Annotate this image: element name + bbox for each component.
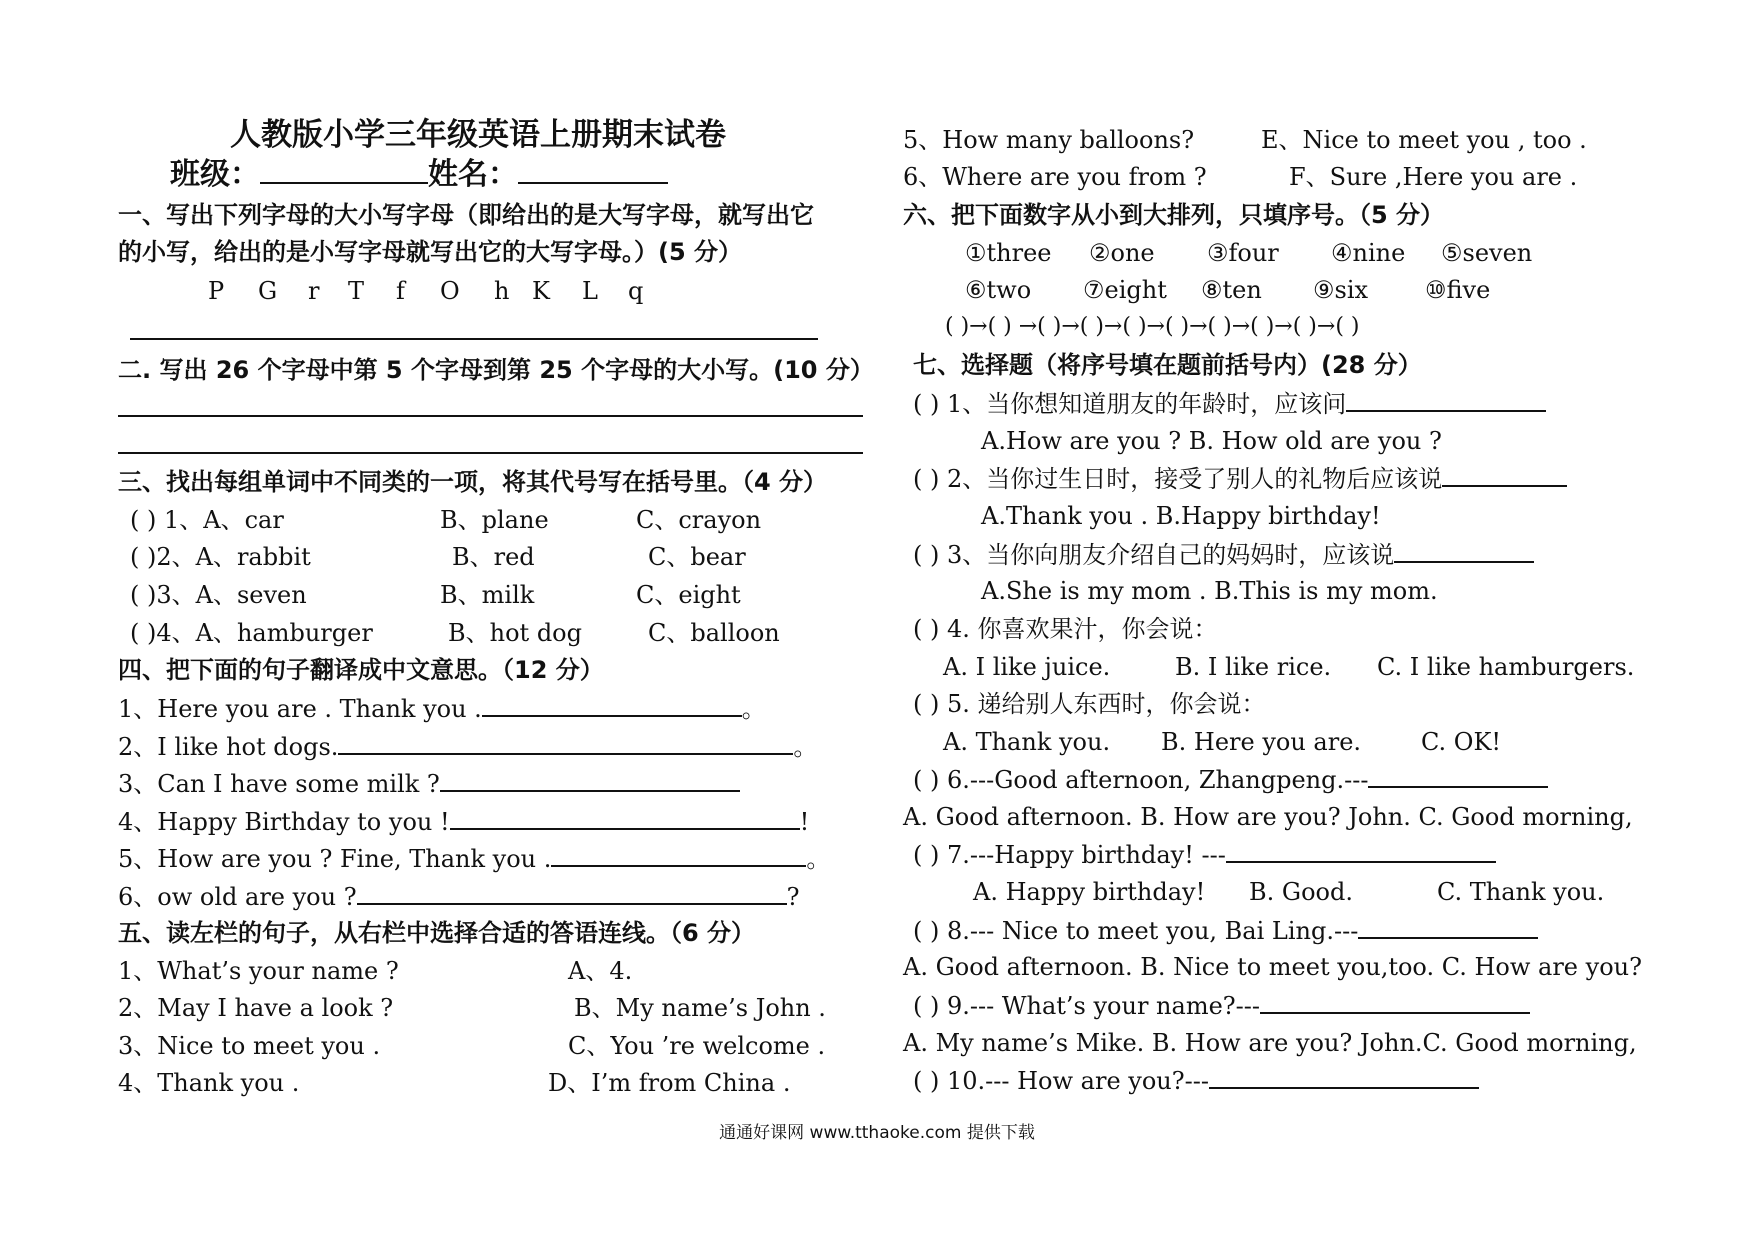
letter: r xyxy=(308,277,320,305)
s4-item xyxy=(118,841,830,876)
section-2-heading: 二. 写出 26 个字母中第 5 个字母到第 25 个字母的大小写。(10 分） xyxy=(118,356,874,384)
s7-q4-b: B. I like rice. xyxy=(1175,653,1332,681)
letter: O xyxy=(440,277,460,305)
s7-q4: ( ) 4. 你喜欢果汁，你会说： xyxy=(913,615,1218,643)
s3-q2-b: B、red xyxy=(452,543,535,571)
s7-q8-options: A. Good afternoon. B. Nice to meet you,too. C. How are you? xyxy=(903,953,1642,981)
s4-q1-blank[interactable] xyxy=(482,691,742,717)
class-name-row xyxy=(170,158,668,192)
s7-q5-c: C. OK! xyxy=(1421,728,1502,756)
s3-q1-c: C、crayon xyxy=(636,506,762,534)
s3-q2-a: ( )2、A、rabbit xyxy=(130,543,311,571)
number-word: ②one xyxy=(1089,239,1155,267)
section-1-heading-a: 一、写出下列字母的大小写字母（即给出的是大写字母，就写出它 xyxy=(118,201,814,229)
s4-item xyxy=(118,879,799,914)
number-word: ⑩five xyxy=(1425,276,1491,304)
s3-q3-c: C、eight xyxy=(636,581,741,609)
s4-q6-blank[interactable] xyxy=(357,879,787,905)
footer-credit: 通通好课网 www.tthaoke.com 提供下载 xyxy=(719,1123,1035,1143)
s7-q7-text: ( ) 7.---Happy birthday! --- xyxy=(913,841,1226,869)
s7-q7-c: C. Thank you. xyxy=(1437,878,1605,906)
s7-q4-a: A. I like juice. xyxy=(943,653,1111,681)
s7-q5: ( ) 5. 递给别人东西时，你会说： xyxy=(913,690,1266,718)
s4-q2-blank[interactable] xyxy=(338,729,793,755)
s4-q4: 4、Happy Birthday to you ! xyxy=(118,808,450,836)
s4-q6-end: ? xyxy=(786,883,800,911)
section-7-heading: 七、选择题（将序号填在题前括号内）(28 分） xyxy=(913,351,1422,379)
answer-line[interactable] xyxy=(130,338,818,340)
s7-q6-blank[interactable] xyxy=(1368,762,1548,788)
s5-right-b[interactable]: B、My name’s John . xyxy=(574,994,826,1022)
letter: f xyxy=(396,277,405,305)
s5-right-d[interactable]: D、I’m from China . xyxy=(548,1069,791,1097)
s7-q1-text: ( ) 1、当你想知道朋友的年龄时，应该问 xyxy=(913,390,1347,418)
s3-q1-a: ( ) 1、A、car xyxy=(130,506,284,534)
s7-q9 xyxy=(913,988,1530,1023)
s3-q4-a: ( )4、A、hamburger xyxy=(130,619,373,647)
s7-q6 xyxy=(913,762,1548,797)
s7-q8 xyxy=(913,913,1538,948)
class-blank[interactable] xyxy=(260,158,428,184)
number-word: ③four xyxy=(1207,239,1279,267)
s3-q4-b: B、hot dog xyxy=(448,619,582,647)
s7-q9-blank[interactable] xyxy=(1260,988,1530,1014)
page-title: 人教版小学三年级英语上册期末试卷 xyxy=(230,117,726,153)
s7-q1-blank[interactable] xyxy=(1346,386,1546,412)
section-6-heading: 六、把下面数字从小到大排列，只填序号。（5 分） xyxy=(903,201,1445,229)
s5-left-3[interactable]: 3、Nice to meet you . xyxy=(118,1032,381,1060)
s7-q6-options: A. Good afternoon. B. How are you? John. C. Good morning, xyxy=(903,803,1633,831)
s7-q8-text: ( ) 8.--- Nice to meet you, Bai Ling.--- xyxy=(913,917,1359,945)
s4-item xyxy=(118,729,817,764)
s7-q3-blank[interactable] xyxy=(1394,537,1534,563)
s7-q3-text: ( ) 3、当你向朋友介绍自己的妈妈时，应该说 xyxy=(913,541,1395,569)
section-5-heading: 五、读左栏的句子，从右栏中选择合适的答语连线。（6 分） xyxy=(118,919,756,947)
letter: T xyxy=(348,277,365,305)
s4-q5-blank[interactable] xyxy=(551,841,806,867)
s7-q3-options: A.She is my mom . B.This is my mom. xyxy=(981,577,1438,605)
s4-item xyxy=(118,691,766,726)
s3-q1-b: B、plane xyxy=(440,506,549,534)
s4-q5-end: 。 xyxy=(806,845,831,873)
s7-q4-c: C. I like hamburgers. xyxy=(1377,653,1635,681)
s7-q2-options: A.Thank you . B.Happy birthday! xyxy=(981,502,1381,530)
s4-q3: 3、Can I have some milk ? xyxy=(118,770,440,798)
number-word: ⑥two xyxy=(965,276,1032,304)
answer-line[interactable] xyxy=(118,452,863,454)
s5-right-f[interactable]: F、Sure ,Here you are . xyxy=(1289,163,1578,191)
number-word: ⑦eight xyxy=(1083,276,1167,304)
name-blank[interactable] xyxy=(518,158,668,184)
name-label: 姓名： xyxy=(428,157,518,192)
s4-q1: 1、Here you are . Thank you . xyxy=(118,695,482,723)
s7-q7 xyxy=(913,837,1496,872)
s3-q3-b: B、milk xyxy=(440,581,535,609)
number-word: ①three xyxy=(965,239,1052,267)
s4-item xyxy=(118,766,740,801)
s4-q1-end: 。 xyxy=(741,695,766,723)
s5-right-a[interactable]: A、4. xyxy=(568,957,633,985)
s5-left-6[interactable]: 6、Where are you from ? xyxy=(903,163,1207,191)
s3-q2-c: C、bear xyxy=(648,543,746,571)
number-word: ⑨six xyxy=(1313,276,1369,304)
s5-right-c[interactable]: C、You ’re welcome . xyxy=(568,1032,826,1060)
s7-q9-text: ( ) 9.--- What’s your name?--- xyxy=(913,992,1260,1020)
letter: q xyxy=(628,277,644,305)
s4-q2: 2、I like hot dogs. xyxy=(118,733,339,761)
letter: L xyxy=(582,277,598,305)
s7-q3 xyxy=(913,537,1534,572)
s7-q2-blank[interactable] xyxy=(1442,461,1567,487)
s5-left-4[interactable]: 4、Thank you . xyxy=(118,1069,300,1097)
s7-q8-blank[interactable] xyxy=(1358,913,1538,939)
s3-q3-a: ( )3、A、seven xyxy=(130,581,307,609)
s4-q2-end: 。 xyxy=(793,733,818,761)
s7-q9-options: A. My name’s Mike. B. How are you? John.C. Good morning, xyxy=(903,1029,1637,1057)
s7-q10-blank[interactable] xyxy=(1209,1063,1479,1089)
s7-q2 xyxy=(913,461,1567,496)
s5-left-2[interactable]: 2、May I have a look ? xyxy=(118,994,394,1022)
s7-q2-text: ( ) 2、当你过生日时，接受了别人的礼物后应该说 xyxy=(913,465,1443,493)
s7-q1 xyxy=(913,386,1546,421)
s7-q7-blank[interactable] xyxy=(1226,837,1496,863)
section-4-heading: 四、把下面的句子翻译成中文意思。（12 分） xyxy=(118,656,604,684)
s4-q3-blank[interactable] xyxy=(440,766,740,792)
s3-q4-c: C、balloon xyxy=(648,619,780,647)
s5-right-e[interactable]: E、Nice to meet you , too . xyxy=(1261,126,1587,154)
s4-q5: 5、How are you ? Fine, Thank you . xyxy=(118,845,552,873)
section-1-heading-b: 的小写，给出的是小写字母就写出它的大写字母。）(5 分） xyxy=(118,238,743,266)
s7-q7-b: B. Good. xyxy=(1249,878,1353,906)
letter: K xyxy=(532,277,550,305)
s5-left-1[interactable]: 1、What’s your name ? xyxy=(118,957,399,985)
s4-q4-end: ! xyxy=(799,808,810,836)
number-word: ④nine xyxy=(1331,239,1406,267)
s4-q6: 6、ow old are you ? xyxy=(118,883,357,911)
class-label: 班级： xyxy=(170,157,260,192)
s4-item xyxy=(118,804,809,839)
letter: h xyxy=(494,277,510,305)
s7-q1-options: A.How are you ? B. How old are you ? xyxy=(981,427,1442,455)
number-word: ⑧ten xyxy=(1201,276,1262,304)
s7-q7-a: A. Happy birthday! xyxy=(973,878,1206,906)
s7-q6-text: ( ) 6.---Good afternoon, Zhangpeng.--- xyxy=(913,766,1369,794)
answer-line[interactable] xyxy=(118,415,863,417)
s6-order-row[interactable]: ( )→( ) →( )→( )→( )→( )→( )→( )→( )→( ) xyxy=(945,314,1360,339)
number-word: ⑤seven xyxy=(1441,239,1533,267)
s7-q5-a: A. Thank you. xyxy=(943,728,1111,756)
s4-q4-blank[interactable] xyxy=(450,804,800,830)
s5-left-5[interactable]: 5、How many balloons? xyxy=(903,126,1195,154)
section-3-heading: 三、找出每组单词中不同类的一项，将其代号写在括号里。（4 分） xyxy=(118,468,828,496)
s7-q10-text: ( ) 10.--- How are you?--- xyxy=(913,1067,1209,1095)
s7-q5-b: B. Here you are. xyxy=(1161,728,1362,756)
s7-q10 xyxy=(913,1063,1479,1098)
letter: G xyxy=(258,277,278,305)
letter: P xyxy=(208,277,225,305)
